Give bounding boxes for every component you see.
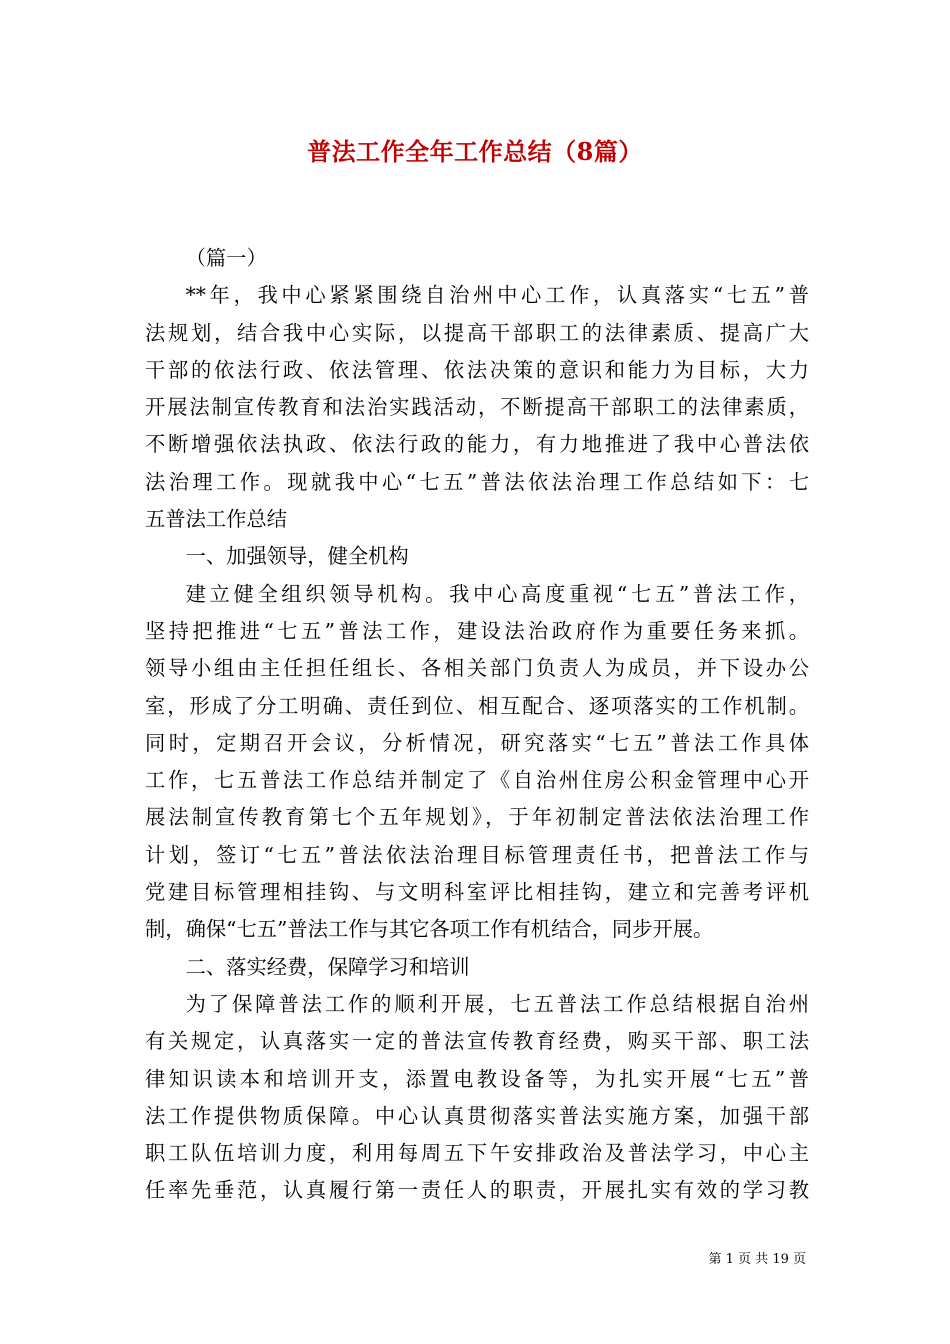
text-line: 二、落实经费，保障学习和培训 xyxy=(185,954,470,979)
text-line: 开展法制宣传教育和法治实践活动，不断提高干部职工的法律素质， xyxy=(145,395,809,420)
text-line: 不断增强依法执政、依法行政的能力，有力地推进了我中心普法依 xyxy=(145,432,809,457)
text-line: 职工队伍培训力度，利用每周五下午安排政治及普法学习，中心主 xyxy=(145,1141,809,1166)
text-line: 党建目标管理相挂钩、与文明科室评比相挂钩，建立和完善考评机 xyxy=(145,880,809,905)
text-line: 为了保障普法工作的顺利开展，七五普法工作总结根据自治州 xyxy=(185,991,809,1016)
page-indicator: 第 1 页 共 19 页 xyxy=(708,1252,806,1267)
text-line: （篇一） xyxy=(185,246,267,270)
text-line: 坚持把推进“七五”普法工作，建设法治政府作为重要任务来抓。 xyxy=(145,618,809,643)
text-line: 法规划，结合我中心实际，以提高干部职工的法律素质、提高广大 xyxy=(145,320,809,345)
text-line: 任率先垂范，认真履行第一责任人的职责，开展扎实有效的学习教 xyxy=(145,1178,809,1203)
document-title: 普法工作全年工作总结（8篇） xyxy=(307,137,643,166)
text-line: 法治理工作。现就我中心“七五”普法依法治理工作总结如下：七 xyxy=(145,469,809,494)
document-body xyxy=(145,240,809,1210)
text-line: 五普法工作总结 xyxy=(145,507,287,532)
text-line: 领导小组由主任担任组长、各相关部门负责人为成员，并下设办公 xyxy=(145,656,809,681)
text-line: 制，确保“七五”普法工作与其它各项工作有机结合，同步开展。 xyxy=(145,917,714,942)
text-line: 干部的依法行政、依法管理、依法决策的意识和能力为目标，大力 xyxy=(145,357,809,382)
text-line: 一、加强领导，健全机构 xyxy=(185,544,409,569)
text-line: 法工作提供物质保障。中心认真贯彻落实普法实施方案，加强干部 xyxy=(145,1103,809,1128)
text-line: 计划，签订“七五”普法依法治理目标管理责任书，把普法工作与 xyxy=(145,842,809,867)
text-line: **年，我中心紧紧围绕自治州中心工作，认真落实“七五”普 xyxy=(185,283,809,308)
text-line: 律知识读本和培训开支，添置电教设备等，为扎实开展“七五”普 xyxy=(145,1066,809,1091)
text-line: 建立健全组织领导机构。我中心高度重视“七五”普法工作， xyxy=(185,581,809,606)
text-line: 室，形成了分工明确、责任到位、相互配合、逐项落实的工作机制。 xyxy=(145,693,809,718)
text-line: 工作，七五普法工作总结并制定了《自治州住房公积金管理中心开 xyxy=(145,768,809,793)
text-line: 同时，定期召开会议，分析情况，研究落实“七五”普法工作具体 xyxy=(145,730,809,755)
text-line: 展法制宣传教育第七个五年规划》，于年初制定普法依法治理工作 xyxy=(145,805,809,830)
text-line: 有关规定，认真落实一定的普法宣传教育经费，购买干部、职工法 xyxy=(145,1029,809,1054)
